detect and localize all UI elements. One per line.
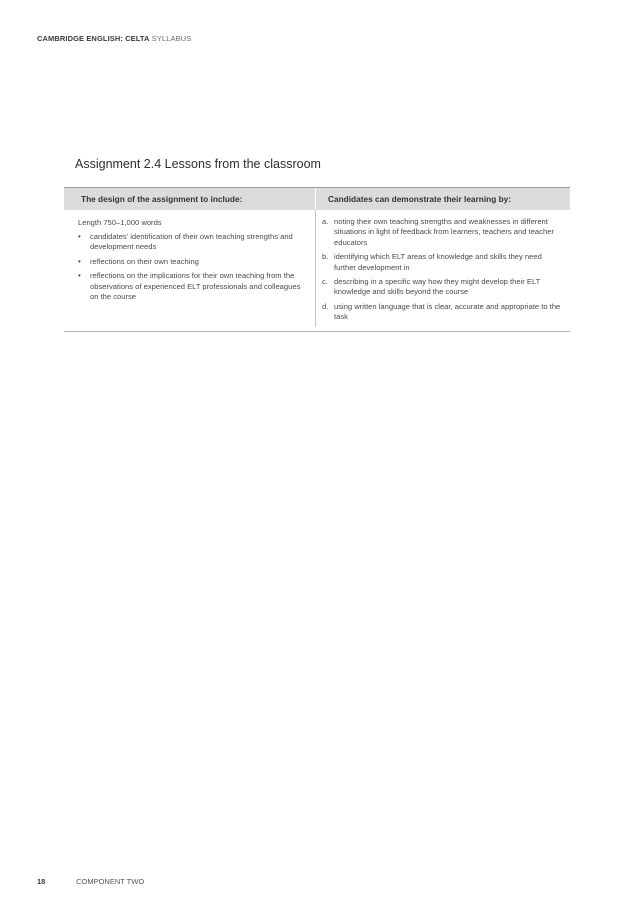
design-bullet-list [78, 232, 305, 302]
running-head-brand: CAMBRIDGE ENGLISH: CELTA [37, 34, 150, 43]
list-item-text: using written language that is clear, accurate and appropriate to the task [334, 301, 561, 322]
running-head-section: SYLLABUS [151, 34, 192, 43]
word-length-text: Length 750–1,000 words [78, 218, 162, 227]
list-item-text: reflections on the implications for their own teaching from the observations of experienced ELT professionals and colleagues on the course [90, 271, 301, 302]
list-item [322, 277, 562, 298]
list-item [78, 271, 305, 302]
footer-label: COMPONENT TWO [76, 877, 145, 886]
bullet-icon: • [78, 256, 81, 266]
list-item-text: noting their own teaching strengths and weaknesses in different situations in light of feedback from learners, teachers and teacher educators [334, 217, 554, 247]
assignment-table [64, 187, 570, 332]
page-footer [37, 877, 144, 886]
table-body-row [64, 210, 570, 327]
page-number: 18 [37, 877, 46, 886]
list-item [78, 232, 305, 253]
list-item [322, 217, 562, 248]
list-letter: a. [322, 217, 329, 226]
table-header-row [64, 187, 570, 210]
running-head [37, 34, 191, 43]
design-cell [64, 210, 316, 327]
list-item-text: describing in a specific way how they might develop their ELT knowledge and skills beyond the course [334, 277, 541, 297]
column-header-learning: Candidates can demonstrate their learning by: [328, 194, 512, 204]
learning-cell [316, 210, 570, 327]
column-header-design: The design of the assignment to include: [64, 188, 316, 210]
bullet-icon: • [78, 271, 81, 281]
learning-outcome-list [322, 217, 562, 323]
list-letter: b. [322, 252, 329, 262]
list-item [78, 257, 305, 267]
assignment-title: Assignment 2.4 Lessons from the classroom [75, 157, 321, 171]
list-item-text: identifying which ELT areas of knowledge and skills they need further development in [334, 252, 542, 272]
list-item [322, 302, 562, 323]
bullet-icon: • [78, 232, 81, 241]
list-item-text: candidates’ identification of their own teaching strengths and development needs [90, 232, 293, 252]
list-item-text: reflections on their own teaching [90, 256, 199, 266]
list-letter: d. [322, 301, 329, 311]
list-item [322, 252, 562, 273]
list-letter: c. [322, 277, 328, 287]
